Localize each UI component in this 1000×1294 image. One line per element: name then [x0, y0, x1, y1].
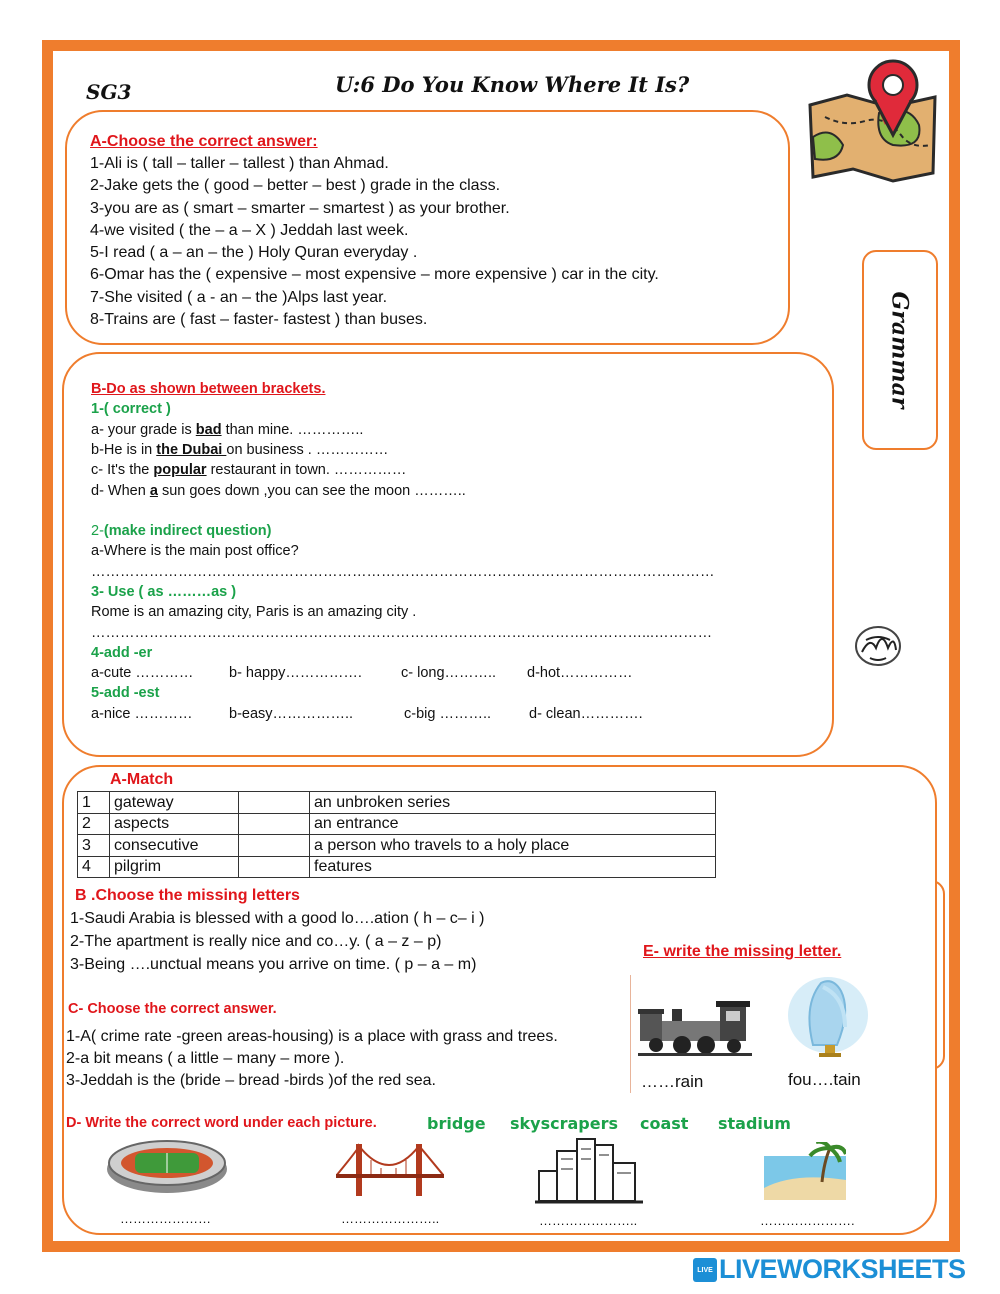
question-a-1: 1-Ali is ( tall – taller – tallest ) than Ahmad.: [90, 155, 389, 172]
q2-text: a-Where is the main post office?: [91, 543, 299, 559]
missing-item-2: 2-The apartment is really nice and co…y. ( a – z – p): [70, 933, 442, 950]
question-a-4: 4-we visited ( the – a – X ) Jeddah last week.: [90, 222, 409, 239]
divider: [630, 975, 631, 1093]
stadium-icon: [105, 1135, 230, 1195]
match-title: A-Match: [110, 771, 174, 788]
match-answer-cell[interactable]: [239, 813, 310, 835]
q3-text: Rome is an amazing city, Paris is an amazing city .: [91, 604, 417, 620]
choose-item-3: 3-Jeddah is the (bride – bread -birds )of the red sea.: [66, 1072, 436, 1089]
train-icon: [636, 995, 754, 1057]
fountain-icon: [783, 975, 873, 1060]
q4-item-a[interactable]: a-cute …………: [91, 665, 194, 681]
word-bank-bridge: bridge: [427, 1114, 486, 1133]
section-a-title: A-Choose the correct answer:: [90, 133, 318, 150]
q1-label: 1-( correct ): [91, 401, 171, 417]
question-a-6: 6-Omar has the ( expensive – most expensive – more expensive ) car in the city.: [90, 266, 659, 283]
choose-item-1: 1-A( crime rate -green areas-housing) is a place with grass and trees.: [66, 1028, 558, 1045]
train-blank[interactable]: ……rain: [641, 1072, 704, 1091]
worksheet-code: SG3: [86, 80, 132, 104]
choose-item-2: 2-a bit means ( a little – many – more ).: [66, 1050, 345, 1067]
q1-item-d: d- When a sun goes down ,you can see the moon ………..: [91, 483, 466, 499]
missing-letters-title: B .Choose the missing letters: [75, 887, 300, 904]
stadium-answer[interactable]: …………………: [120, 1211, 211, 1226]
brand-logo-icon: LIVE: [693, 1258, 717, 1282]
q4-item-b[interactable]: b- happy…………….: [229, 665, 362, 681]
pictures-title: D- Write the correct word under each picture.: [66, 1115, 377, 1131]
q2-label: 2-(make indirect question): [91, 523, 272, 539]
page-title: U:6 Do You Know Where It Is?: [335, 72, 690, 97]
fountain-blank[interactable]: fou….tain: [788, 1070, 861, 1089]
table-row: 2 aspects an entrance: [78, 813, 716, 835]
q3-answer-line[interactable]: ……………………………………………………………………………………………………...…………: [91, 625, 713, 641]
missing-item-3: 3-Being ….unctual means you arrive on time. ( p – a – m): [70, 956, 477, 973]
question-a-5: 5-I read ( a – an – the ) Holy Quran everyday .: [90, 244, 418, 261]
question-a-7: 7-She visited ( a - an – the )Alps last year.: [90, 289, 388, 306]
grammar-label-box: [862, 250, 938, 450]
bridge-icon: [336, 1138, 444, 1200]
bridge-answer[interactable]: …………………..: [341, 1211, 440, 1226]
word-bank-skyscrapers: skyscrapers: [510, 1114, 619, 1133]
q5-label: 5-add -est: [91, 685, 160, 701]
q5-item-d[interactable]: d- clean………….: [529, 706, 643, 722]
skyscrapers-icon: [535, 1135, 643, 1205]
q4-label: 4-add -er: [91, 645, 153, 661]
table-row: 4 pilgrim features: [78, 856, 716, 878]
map-pin-icon: [805, 55, 940, 185]
coast-answer[interactable]: ………………….: [760, 1213, 855, 1228]
table-row: 3 consecutive a person who travels to a holy place: [78, 835, 716, 857]
missing-item-1: 1-Saudi Arabia is blessed with a good lo….ation ( h – c– i ): [70, 910, 485, 927]
q5-item-b[interactable]: b-easy……………..: [229, 706, 354, 722]
write-letter-title: E- write the missing letter.: [643, 943, 842, 960]
choose-title: C- Choose the correct answer.: [68, 1001, 277, 1017]
calligraphy-seal-icon: [852, 622, 904, 670]
coast-icon: [764, 1142, 846, 1200]
q2-answer-line[interactable]: …………………………………………………………………………………………………………………: [91, 564, 715, 580]
q1-item-c: c- It's the popular restaurant in town. ……………: [91, 462, 407, 478]
match-answer-cell[interactable]: [239, 856, 310, 878]
match-answer-cell[interactable]: [239, 792, 310, 814]
q4-item-c[interactable]: c- long………..: [401, 665, 497, 681]
q3-label: 3- Use ( as ………as ): [91, 584, 237, 600]
match-table: [77, 791, 716, 878]
word-bank-coast: coast: [640, 1114, 689, 1133]
word-bank-stadium: stadium: [718, 1114, 791, 1133]
table-row: 1 gateway an unbroken series: [78, 792, 716, 814]
section-b-title: B-Do as shown between brackets.: [91, 381, 326, 397]
q5-item-c[interactable]: c-big ………..: [404, 706, 492, 722]
skyscrapers-answer[interactable]: …………………..: [539, 1213, 638, 1228]
grammar-label: Grammar: [887, 291, 914, 409]
q4-item-d[interactable]: d-hot……………: [527, 665, 633, 681]
q1-item-b: b-He is in the Dubai on business . ……………: [91, 442, 389, 458]
match-answer-cell[interactable]: [239, 835, 310, 857]
brand-name: LIVEWORKSHEETS: [719, 1254, 966, 1284]
question-a-3: 3-you are as ( smart – smarter – smartest ) as your brother.: [90, 200, 510, 217]
question-a-2: 2-Jake gets the ( good – better – best ) grade in the class.: [90, 177, 501, 194]
q1-item-a: a- your grade is bad than mine. …………..: [91, 422, 364, 438]
q5-item-a[interactable]: a-nice …………: [91, 706, 193, 722]
question-a-8: 8-Trains are ( fast – faster- fastest ) than buses.: [90, 311, 428, 328]
